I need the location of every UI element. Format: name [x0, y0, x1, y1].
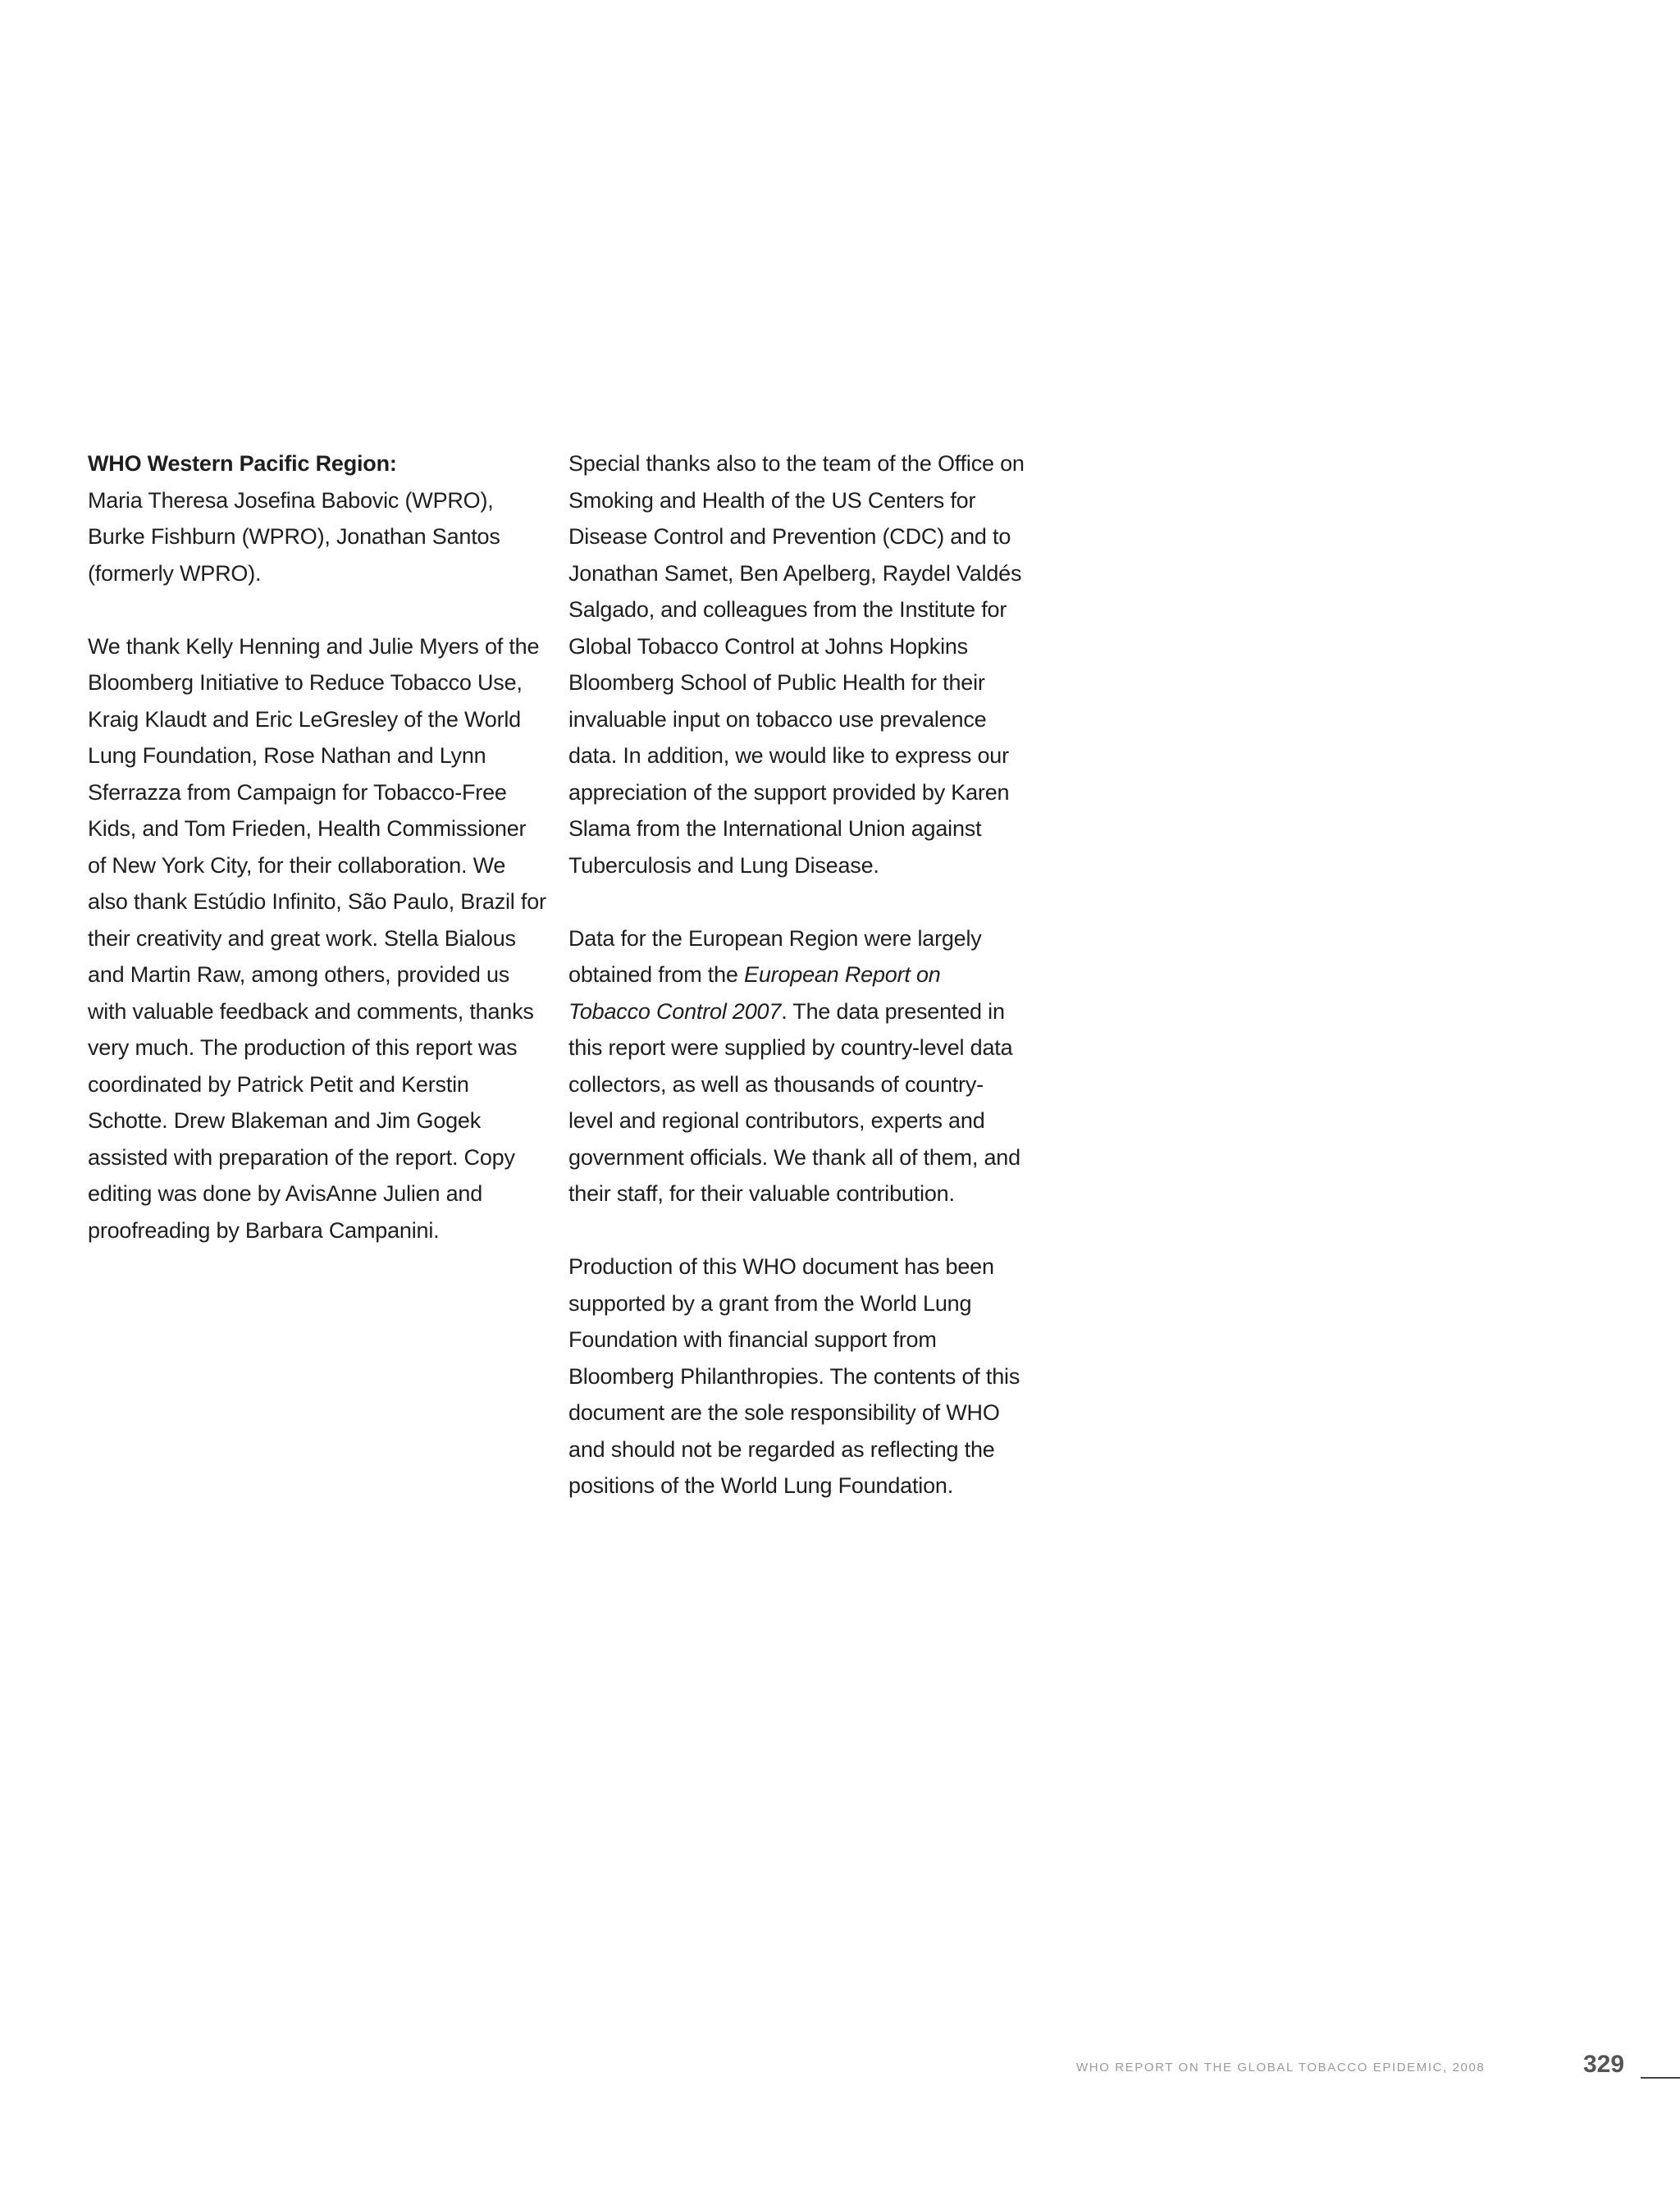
funding-paragraph: Production of this WHO document has been supported by a grant from the World Lung Foundation with financial support from Bloomberg Philanthropies. The contents of this document are the sole responsibility of WHO and should not be regarded as reflecting the positions of the World Lung Foundation. — [568, 1254, 1020, 1498]
right-column — [568, 445, 1028, 1504]
acknowledgements-paragraph: We thank Kelly Henning and Julie Myers of the Bloomberg Initiative to Reduce Tobacco Use, Kraig Klaudt and Eric LeGresley of the World Lung Foundation, Rose Nathan and Lynn Sferrazza from Campaign for Tobacco-Free Kids, and Tom Frieden, Health Commissioner of New York City, for their collaboration. We also thank Estúdio Infinito, São Paulo, Brazil for their creativity and great work. Stella Bialous and Martin Raw, among others, provided us with valuable feedback and comments, thanks very much. The production of this report was coordinated by Patrick Petit and Kerstin Schotte. Drew Blakeman and Jim Gogek assisted with preparation of the report. Copy editing was done by AvisAnne Julien and proofreading by Barbara Campanini. — [88, 633, 546, 1243]
western-pacific-paragraph — [88, 445, 547, 591]
footer-rule — [1641, 2077, 1680, 2079]
page-footer — [0, 2051, 1680, 2087]
european-data-text-start: Data for the European Region were largely obtained from the — [568, 925, 982, 987]
left-column — [88, 445, 547, 1248]
footer-report-title: WHO REPORT ON THE GLOBAL TOBACCO EPIDEMIC, 2008 — [1076, 2061, 1486, 2075]
european-report-title: European Report on Tobacco Control 2007 — [568, 962, 941, 1024]
european-data-paragraph — [568, 920, 1028, 1212]
special-thanks-paragraph: Special thanks also to the team of the Office on Smoking and Health of the US Centers for Disease Control and Prevention (CDC) and to Jonathan Samet, Ben Apelberg, Raydel Valdés Salgado, and colleagues from the Institute for Global Tobacco Control at Johns Hopkins Bloomberg School of Public Health for their invaluable input on tobacco use prevalence data. In addition, we would like to express our appreciation of the support provided by Karen Slama from the International Union against Tuberculosis and Lung Disease. — [568, 451, 1025, 878]
western-pacific-names: Maria Theresa Josefina Babovic (WPRO), Burke Fishburn (WPRO), Jonathan Santos (formerly WPRO). — [88, 487, 500, 586]
page-number: 329 — [1583, 2051, 1625, 2078]
section-heading: WHO Western Pacific Region: — [88, 451, 397, 476]
european-data-text-end: . The data presented in this report were supplied by country-level data collectors, as well as thousands of country-level and regional contributors, experts and government officials. We thank all of them, and their staff, for their valuable contribution. — [568, 998, 1020, 1206]
